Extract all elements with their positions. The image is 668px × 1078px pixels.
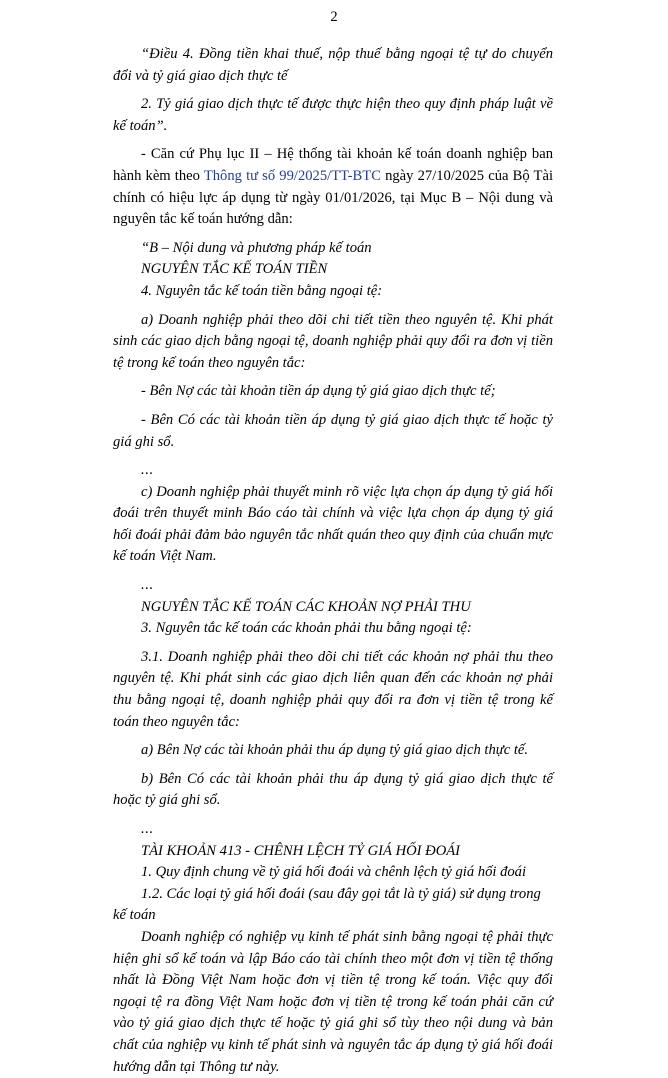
page-number-value: 2 [330, 9, 338, 25]
paragraph-tk413-1-2: 1.2. Các loại tỷ giá hối đoái (sau đây gọi tắt là tỷ giá) sử dụng trong kế toán [113, 885, 541, 924]
paragraph-muc-b: “B – Nội dung và phương pháp kế toán [141, 239, 372, 256]
paragraph-can-cu [113, 144, 553, 230]
circular-reference-link[interactable]: Thông tư số 99/2025/TT-BTC [203, 167, 381, 184]
ellipsis-marker-2: ... [141, 577, 154, 594]
ellipsis-marker-3: ... [141, 821, 154, 837]
paragraph-item-4c: c) Doanh nghiệp phải thuyết minh rõ việc lựa chọn áp dụng tỷ giá hối đoái trên thuyết minh Báo cáo tài chính và việc lựa chọn áp dụng tỷ giá hối đoái phải đảm bảo nguyên tắc nhất quán theo quy định của chuẩn mực kế toán Việt Nam. [113, 483, 553, 565]
paragraph-dieu4-title: “Điều 4. Đồng tiền khai thuế, nộp thuế bằng ngoại tệ tự do chuyển đổi và tỷ giá giao dịch thực tế [113, 46, 553, 84]
heading-nguyen-tac-ke-toan-tien: NGUYÊN TẮC KẾ TOÁN TIỀN [141, 261, 328, 278]
paragraph-ben-no-tien: - Bên Nợ các tài khoản tiền áp dụng tỷ giá giao dịch thực tế; [141, 383, 496, 400]
paragraph-dieu4-item2: 2. Tỷ giá giao dịch thực tế được thực hiện theo quy định pháp luật về kế toán”. [113, 96, 553, 134]
paragraph-tk413-1: 1. Quy định chung về tỷ giá hối đoái và chênh lệch tỷ giá hối đoái [141, 864, 527, 881]
paragraph-ben-co-tien: - Bên Có các tài khoản tiền áp dụng tỷ giá giao dịch thực tế hoặc tỷ giá ghi sổ. [113, 411, 553, 450]
paragraph-item-4: 4. Nguyên tắc kế toán tiền bằng ngoại tệ: [141, 282, 383, 299]
heading-nguyen-tac-no-phai-thu: NGUYÊN TẮC KẾ TOÁN CÁC KHOẢN NỢ PHẢI THU [141, 598, 471, 615]
paragraph-tk413-body: Doanh nghiệp có nghiệp vụ kinh tế phát sinh bằng ngoại tệ phải thực hiện ghi sổ kế toán và lập Báo cáo tài chính theo một đơn vị tiền tệ thống nhất là Đồng Việt Nam hoặc đơn vị tiền tệ trong kế toán. Việc quy đổi ngoại tệ ra đồng Việt Nam hoặc đơn vị tiền tệ trong kế toán phải căn cứ vào tỷ giá giao dịch thực tế hoặc tỷ giá ghi sổ tùy theo nội dung và bản chất của nghiệp vụ kinh tế phát sinh và nguyên tắc áp dụng tỷ giá hối đoái hướng dẫn tại Thông tư này. [113, 928, 553, 1075]
ellipsis-marker-1: ... [141, 462, 154, 479]
can-cu-prefix-text: - Căn cứ Phụ lục II – Hệ thống tài khoản kế toán doanh nghiệp ban hành kèm theo [113, 146, 553, 184]
can-cu-suffix-text: ngày 27/10/2025 của Bộ Tài chính có hiệu lực áp dụng từ ngày 01/01/2026, tại Mục B – Nội dung và nguyên tắc kế toán hướng dẫn: [113, 167, 554, 228]
heading-tai-khoan-413: TÀI KHOẢN 413 - CHÊNH LỆCH TỶ GIÁ HỐI ĐOÁI [141, 842, 461, 859]
paragraph-item-3a: a) Bên Nợ các tài khoản phải thu áp dụng tỷ giá giao dịch thực tế. [141, 742, 529, 759]
document-body [113, 44, 553, 1078]
page-number [0, 8, 668, 26]
paragraph-item-3-1: 3.1. Doanh nghiệp phải theo dõi chi tiết các khoản nợ phải thu theo nguyên tệ. Khi phát sinh các giao dịch liên quan đến các khoản nợ phải thu bằng ngoại tệ, doanh nghiệp phải quy đổi ra đơn vị tiền tệ trong kế toán theo nguyên tắc: [113, 648, 553, 730]
paragraph-item-3b: b) Bên Có các tài khoản phải thu áp dụng tỷ giá giao dịch thực tế hoặc tỷ giá ghi sổ. [113, 770, 553, 809]
paragraph-item-4a: a) Doanh nghiệp phải theo dõi chi tiết tiền theo nguyên tệ. Khi phát sinh các giao dịch bằng ngoại tệ, doanh nghiệp phải quy đổi ra đơn vị tiền tệ trong kế toán theo nguyên tắc: [113, 311, 553, 371]
paragraph-item-3: 3. Nguyên tắc kế toán các khoản phải thu bằng ngoại tệ: [141, 620, 472, 637]
